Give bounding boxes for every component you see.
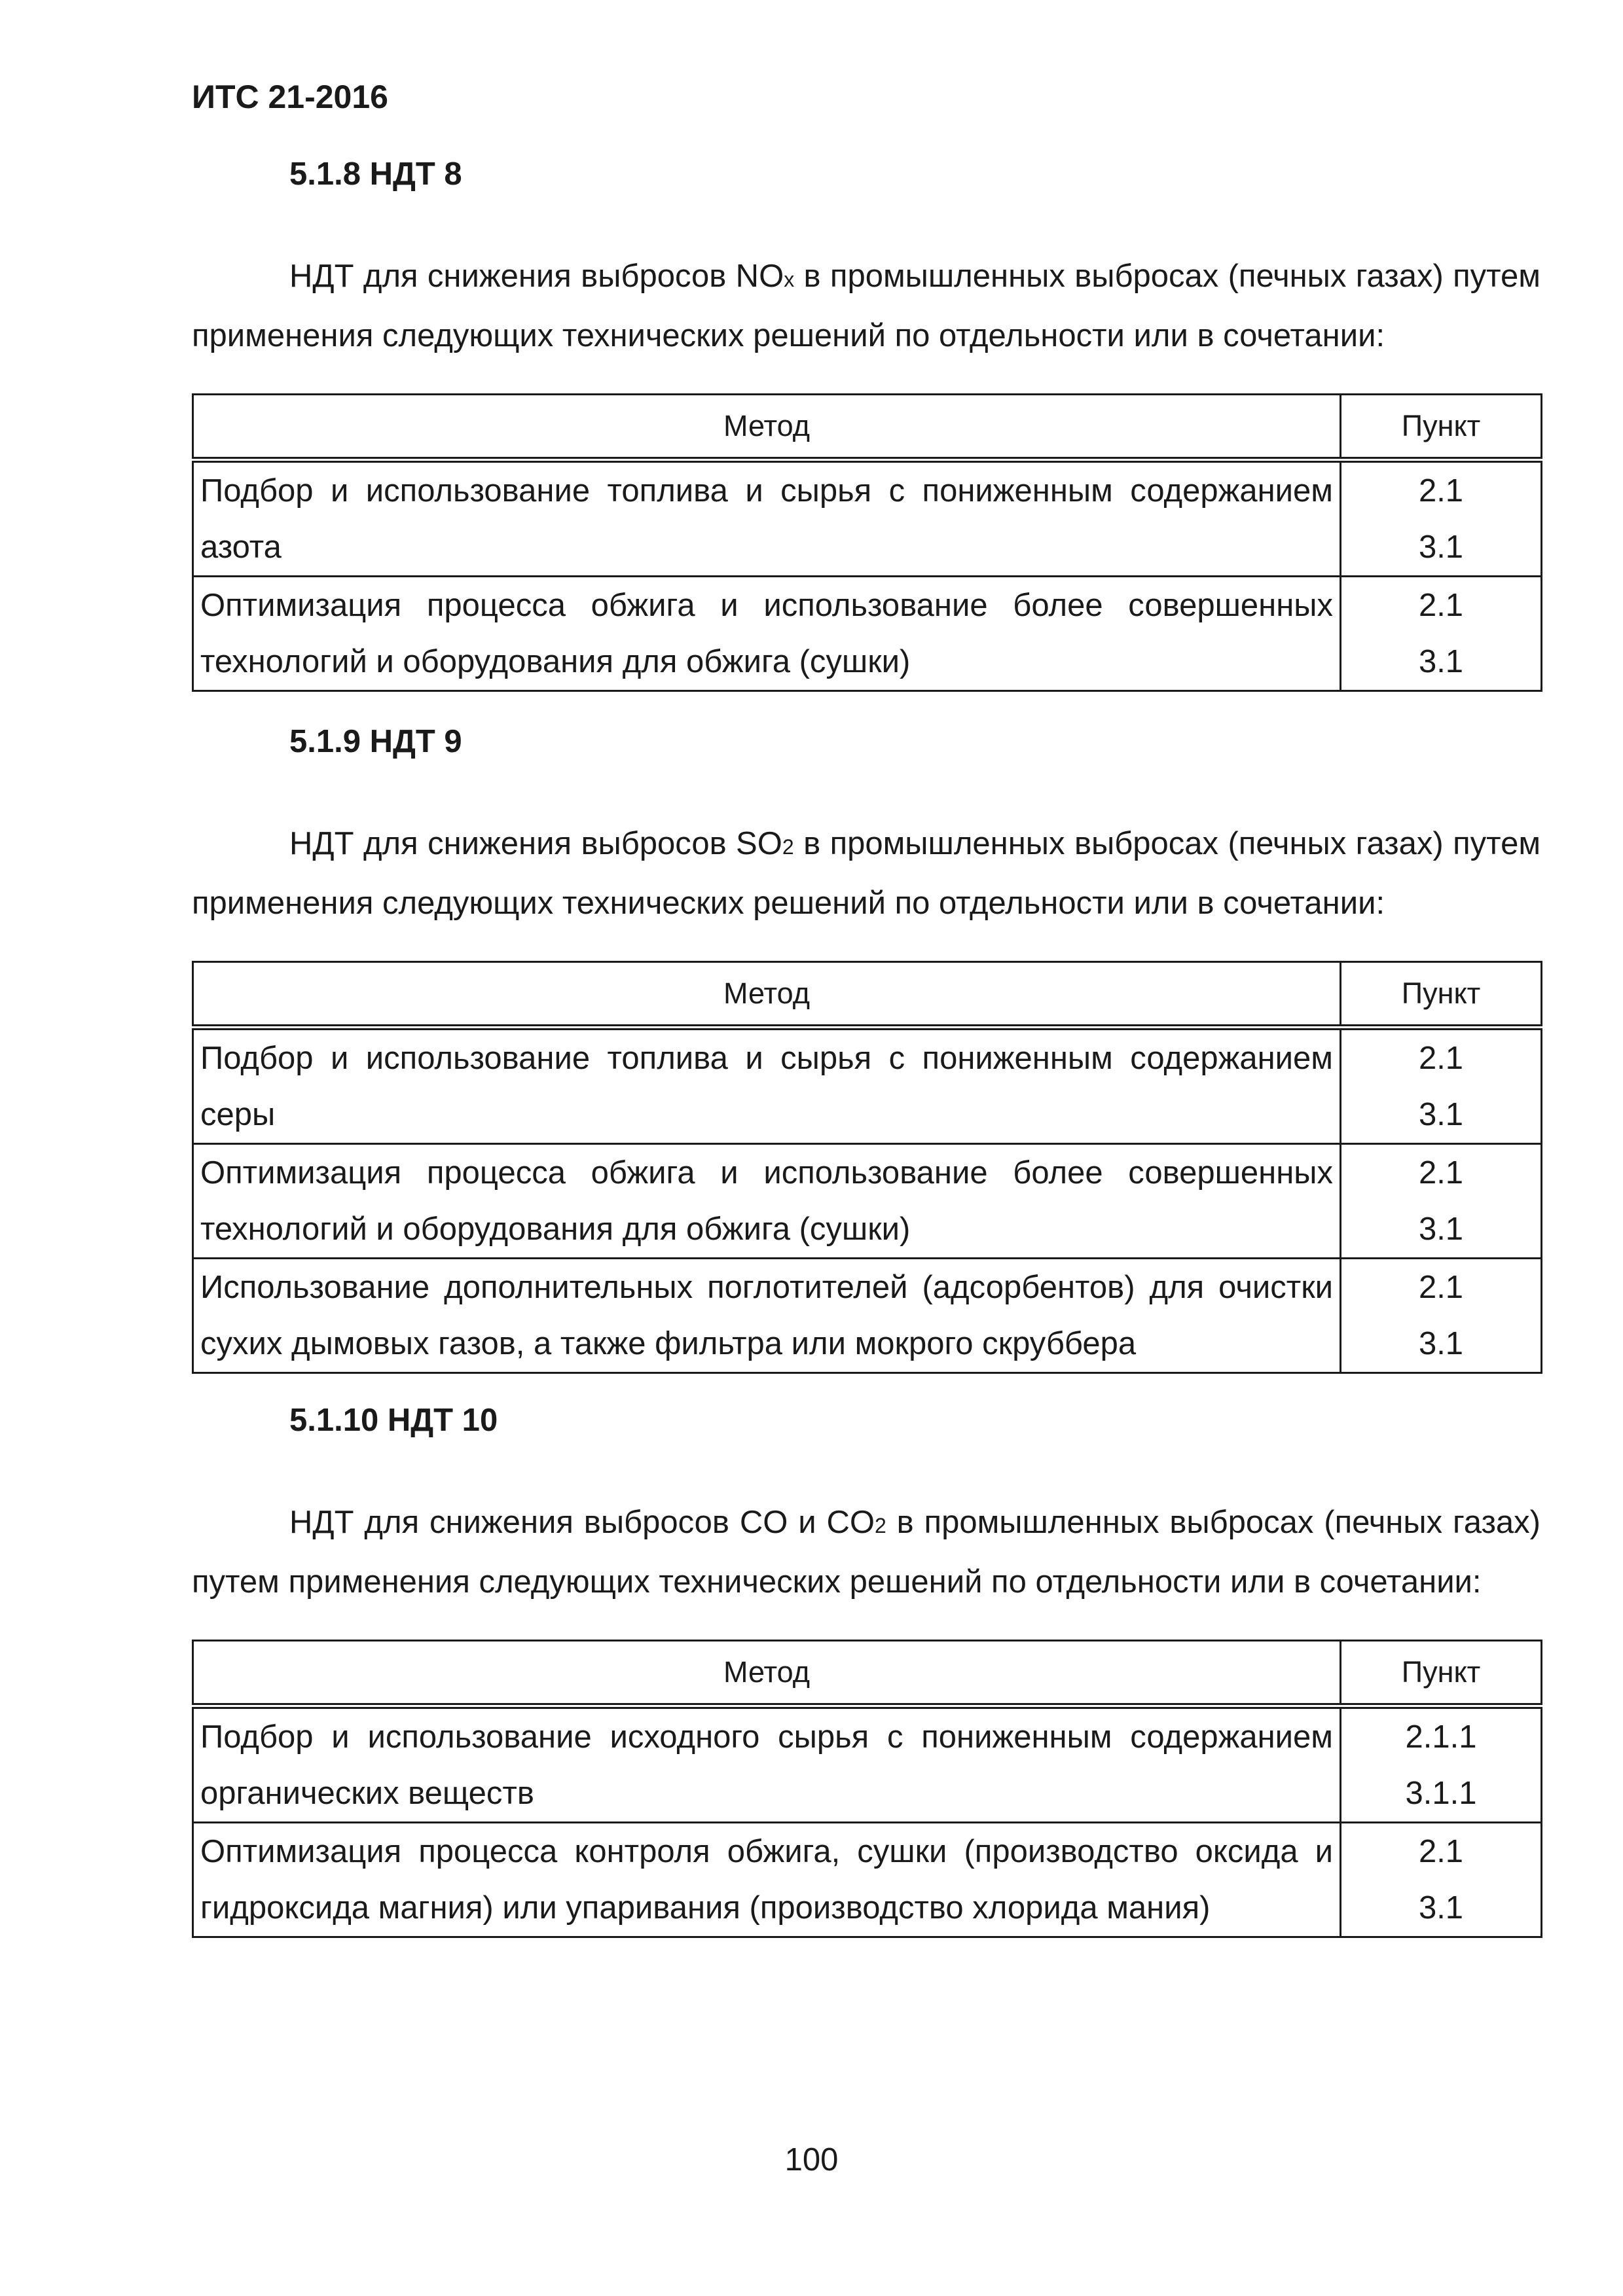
item-ref: 3.1	[1418, 529, 1464, 565]
item-cell	[1341, 577, 1542, 691]
table-row	[193, 1259, 1542, 1373]
item-cell	[1341, 1259, 1542, 1373]
intro-subscript: 2	[874, 1514, 886, 1537]
intro-text: НДТ для снижения выбросов SO	[289, 826, 782, 861]
section-ndt-8	[192, 154, 1541, 692]
table-row	[193, 1823, 1542, 1937]
method-cell: Подбор и использование топлива и сырья с пониженным содержанием серы	[193, 1028, 1341, 1144]
column-header-item: Пункт	[1341, 1641, 1542, 1706]
section-title: 5.1.8 НДТ 8	[289, 156, 462, 192]
section-title: 5.1.9 НДТ 9	[289, 724, 462, 759]
item-ref: 2.1	[1418, 1041, 1464, 1076]
intro-text: НДТ для снижения выбросов CO и CO	[289, 1505, 875, 1540]
column-header-item: Пункт	[1341, 962, 1542, 1028]
intro-subscript: x	[784, 268, 795, 291]
item-ref: 3.1	[1418, 1211, 1464, 1247]
methods-table	[192, 1640, 1542, 1938]
page-number: 100	[784, 2142, 839, 2178]
table-row	[193, 1144, 1542, 1259]
intro-text: НДТ для снижения выбросов NO	[289, 259, 784, 294]
intro-text-rest: в промышленных выбросах (печных газах) путем применения следующих технических решений по отдельности или в сочетании:	[192, 826, 1541, 921]
document-header: ИТС 21-2016	[192, 79, 388, 115]
method-cell: Оптимизация процесса обжига и использование более совершенных технологий и оборудования для обжига (сушки)	[193, 577, 1341, 691]
item-ref: 2.1	[1418, 1834, 1464, 1869]
section-title: 5.1.10 НДТ 10	[289, 1403, 498, 1438]
table-header-row	[193, 962, 1542, 1028]
item-ref: 2.1	[1418, 473, 1464, 509]
method-cell: Подбор и использование исходного сырья с пониженным содержанием органических веществ	[193, 1706, 1341, 1823]
intro-text-rest: в промышленных выбросах (печных газах) путем применения следующих технических решений по отдельности или в сочетании:	[192, 259, 1541, 353]
item-ref: 3.1	[1418, 1326, 1464, 1361]
column-header-method: Метод	[193, 962, 1341, 1028]
item-ref: 2.1	[1418, 1270, 1464, 1305]
item-cell	[1341, 1823, 1542, 1937]
item-ref: 3.1	[1418, 1097, 1464, 1132]
method-cell: Использование дополнительных поглотителей (адсорбентов) для очистки сухих дымовых газов, а также фильтра или мокрого скруббера	[193, 1259, 1341, 1373]
column-header-item: Пункт	[1341, 395, 1542, 460]
section-intro	[192, 1494, 1541, 1610]
table-header-row	[193, 395, 1542, 460]
table-row	[193, 1706, 1542, 1823]
method-cell: Оптимизация процесса контроля обжига, сушки (производство оксида и гидроксида магния) или упаривания (производство хлорида мания)	[193, 1823, 1341, 1937]
section-ndt-9	[192, 722, 1541, 1374]
item-cell	[1341, 1028, 1542, 1144]
table-header-row	[193, 1641, 1542, 1706]
intro-subscript: 2	[782, 835, 794, 859]
methods-table	[192, 393, 1542, 692]
intro-text-rest: в промышленных выбросах (печных газах) путем применения следующих технических решений по отдельности или в сочетании:	[192, 1505, 1541, 1600]
table-row	[193, 1028, 1542, 1144]
item-cell	[1341, 1144, 1542, 1259]
item-ref: 3.1	[1418, 644, 1464, 679]
methods-table	[192, 961, 1542, 1374]
column-header-method: Метод	[193, 395, 1341, 460]
item-ref: 2.1	[1418, 588, 1464, 623]
section-ndt-10	[192, 1401, 1541, 1938]
table-row	[193, 460, 1542, 577]
section-intro	[192, 248, 1541, 364]
item-cell	[1341, 1706, 1542, 1823]
item-ref: 2.1	[1418, 1155, 1464, 1191]
method-cell: Подбор и использование топлива и сырья с пониженным содержанием азота	[193, 460, 1341, 577]
item-cell	[1341, 460, 1542, 577]
item-ref: 3.1	[1418, 1890, 1464, 1926]
method-cell: Оптимизация процесса обжига и использование более совершенных технологий и оборудования для обжига (сушки)	[193, 1144, 1341, 1259]
table-row	[193, 577, 1542, 691]
section-intro	[192, 816, 1541, 931]
item-ref: 2.1.1	[1405, 1719, 1477, 1755]
item-ref: 3.1.1	[1405, 1776, 1477, 1811]
column-header-method: Метод	[193, 1641, 1341, 1706]
